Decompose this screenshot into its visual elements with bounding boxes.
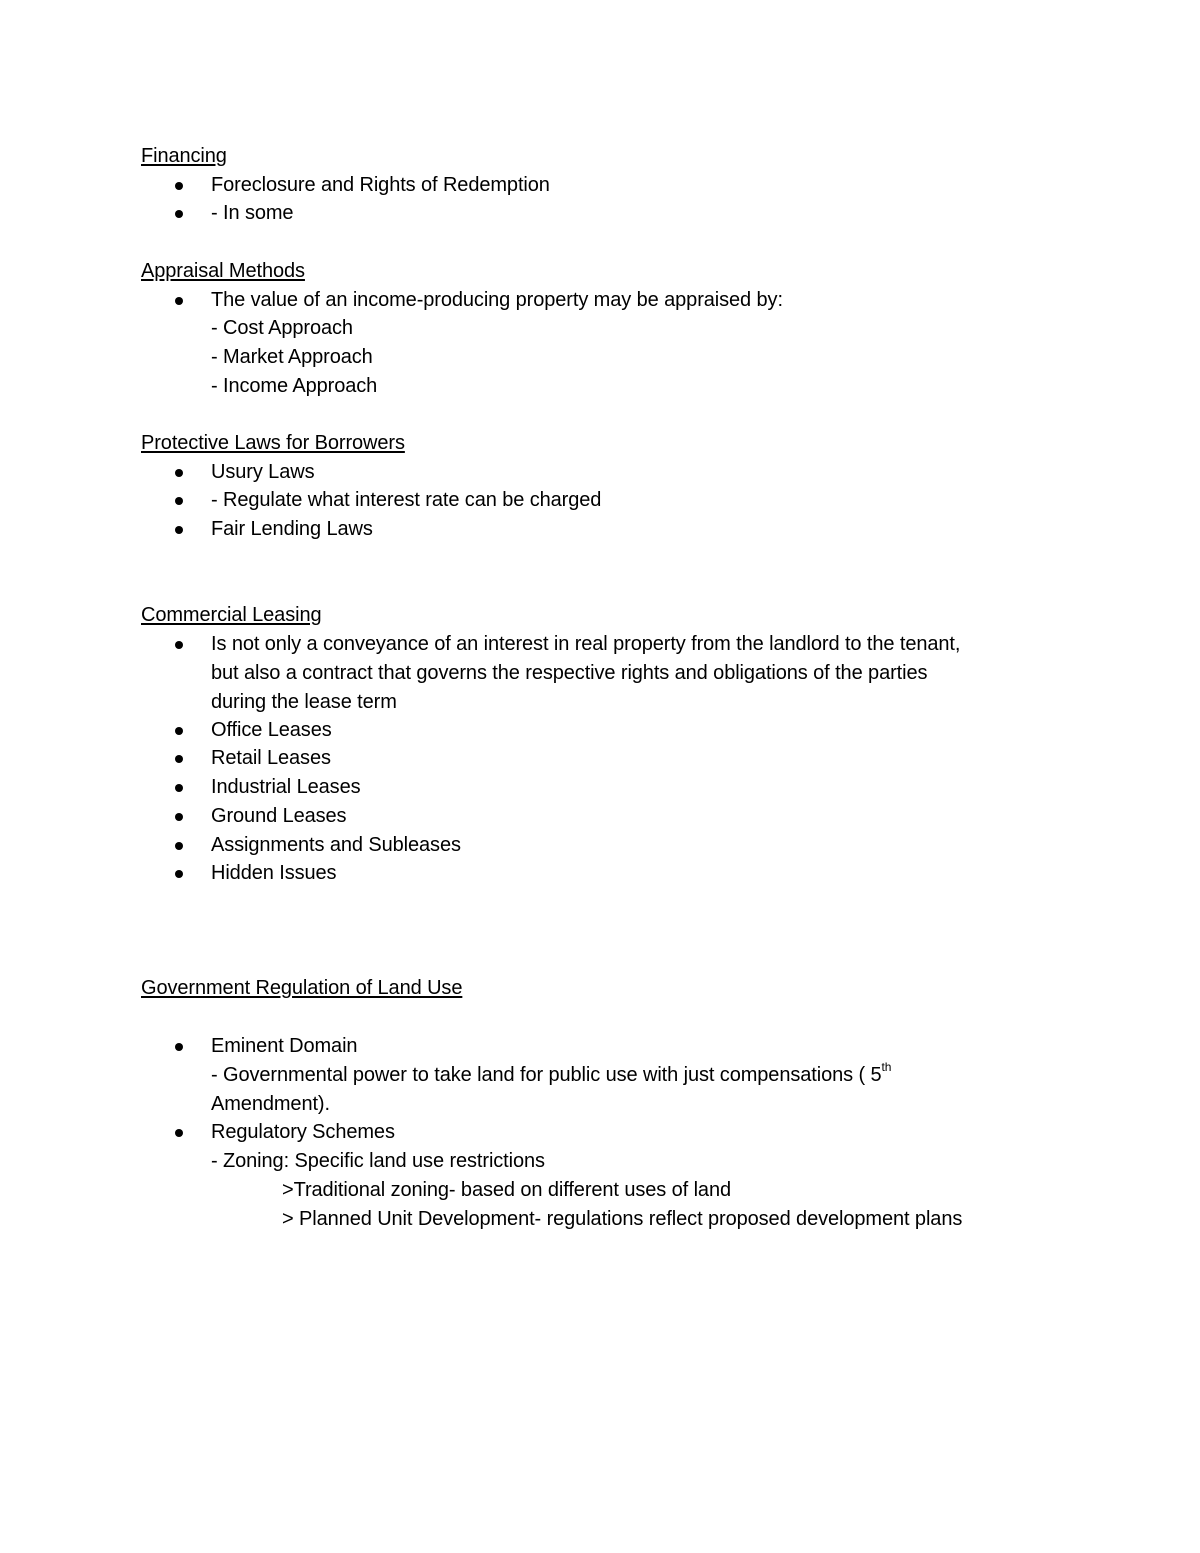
list-item: Assignments and Subleases: [211, 834, 461, 856]
list-item: Foreclosure and Rights of Redemption: [211, 174, 550, 196]
heading-financing: Financing: [141, 145, 227, 167]
list-item: Eminent Domain: [211, 1035, 358, 1057]
eminent-domain-desc: - Governmental power to take land for public use with just compensations ( 5: [211, 1064, 882, 1086]
bullet-icon: [175, 469, 183, 477]
superscript-th: th: [881, 1060, 892, 1075]
list-subitem: - Market Approach: [211, 346, 373, 368]
list-item: Fair Lending Laws: [211, 518, 373, 540]
list-item: - Regulate what interest rate can be charged: [211, 489, 602, 511]
list-item: Hidden Issues: [211, 862, 337, 884]
bullet-icon: [175, 755, 183, 763]
list-item-line: Is not only a conveyance of an interest in real property from the landlord to the tenant,: [211, 633, 961, 655]
list-item: Office Leases: [211, 719, 332, 741]
heading-appraisal-methods: Appraisal Methods: [141, 260, 305, 282]
list-item: The value of an income-producing property may be appraised by:: [211, 289, 783, 311]
list-subitem: [211, 1061, 891, 1090]
list-item: Regulatory Schemes: [211, 1121, 395, 1143]
list-subsubitem: > Planned Unit Development- regulations reflect proposed development plans: [282, 1208, 963, 1230]
bullet-icon: [175, 1043, 183, 1051]
list-item: Usury Laws: [211, 461, 315, 483]
bullet-icon: [175, 842, 183, 850]
list-subitem: - Cost Approach: [211, 317, 353, 339]
heading-government-regulation: Government Regulation of Land Use: [141, 977, 463, 999]
bullet-icon: [175, 526, 183, 534]
list-subsubitem: >Traditional zoning- based on different uses of land: [282, 1179, 731, 1201]
list-item-line: but also a contract that governs the respective rights and obligations of the parties: [211, 662, 928, 684]
heading-commercial-leasing: Commercial Leasing: [141, 604, 322, 626]
list-subitem: - Income Approach: [211, 375, 378, 397]
bullet-icon: [175, 1129, 183, 1137]
list-item: Ground Leases: [211, 805, 347, 827]
bullet-icon: [175, 182, 183, 190]
bullet-icon: [175, 870, 183, 878]
heading-protective-laws: Protective Laws for Borrowers: [141, 432, 405, 454]
bullet-icon: [175, 727, 183, 735]
list-item-line: during the lease term: [211, 691, 397, 713]
bullet-icon: [175, 641, 183, 649]
list-item: Industrial Leases: [211, 776, 361, 798]
bullet-icon: [175, 784, 183, 792]
bullet-icon: [175, 813, 183, 821]
list-subitem: Amendment).: [211, 1093, 330, 1115]
list-subitem: - Zoning: Specific land use restrictions: [211, 1150, 545, 1172]
list-item: - In some: [211, 202, 294, 224]
list-item: Retail Leases: [211, 747, 331, 769]
bullet-icon: [175, 210, 183, 218]
bullet-icon: [175, 297, 183, 305]
bullet-icon: [175, 497, 183, 505]
